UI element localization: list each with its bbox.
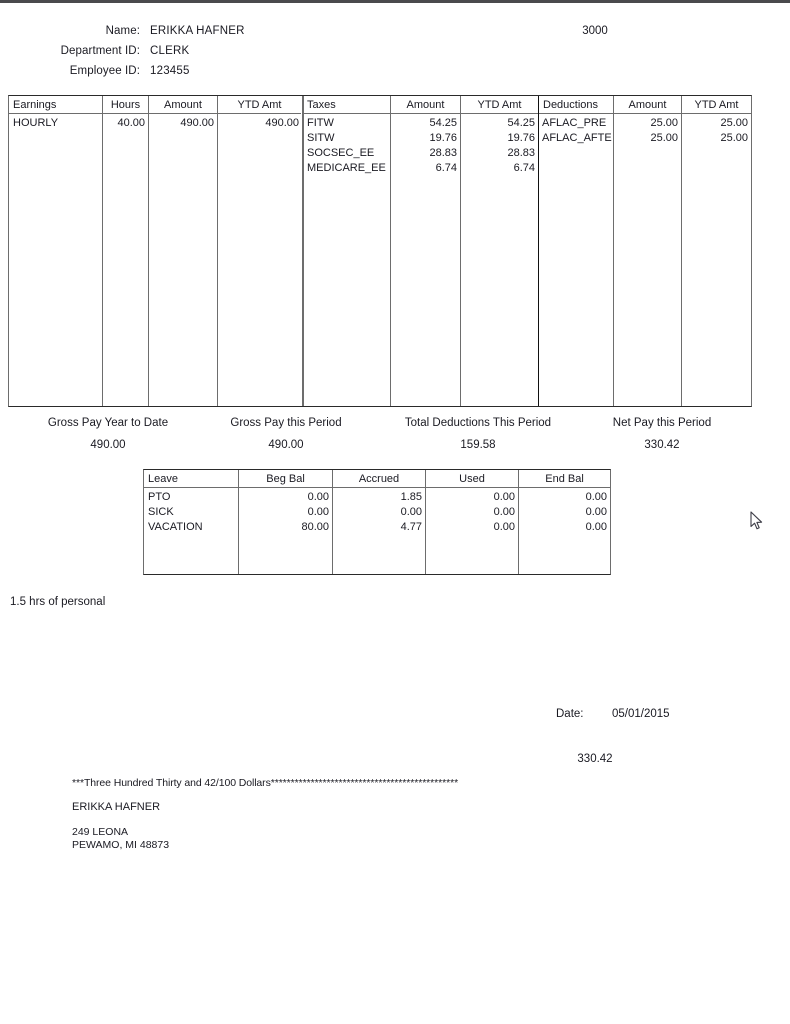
tax-row-ytd: 19.76 <box>507 132 535 144</box>
deduction-row-ytd: 25.00 <box>720 132 748 144</box>
leave-row-name: SICK <box>148 506 174 518</box>
column-divider-earnings-ytd <box>217 96 218 406</box>
leave-row-beg-bal: 0.00 <box>307 491 329 503</box>
earnings-taxes-deductions-table <box>8 95 752 407</box>
leave-row-accrued: 1.85 <box>400 491 422 503</box>
earnings-row-name: HOURLY <box>13 117 59 129</box>
check-payee-address <box>72 826 169 851</box>
section-divider-taxes <box>301 96 304 406</box>
department-id-label: Department ID: <box>60 45 140 57</box>
leave-row-end-bal: 0.00 <box>585 491 607 503</box>
employee-number: 3000 <box>582 25 608 37</box>
deduction-row-amount: 25.00 <box>650 117 678 129</box>
leave-row-used: 0.00 <box>493 506 515 518</box>
pay-totals-strip <box>0 417 790 463</box>
net-pay-period-value: 330.42 <box>644 439 680 451</box>
total-deductions-value: 159.58 <box>460 439 496 451</box>
earnings-row-amount: 490.00 <box>180 117 214 129</box>
name-value: ERIKKA HAFNER <box>150 25 245 37</box>
section-divider-deductions <box>538 96 539 406</box>
tax-row-amount: 54.25 <box>429 117 457 129</box>
column-divider-earnings-amount <box>148 96 149 406</box>
leave-row-end-bal: 0.00 <box>585 521 607 533</box>
identity-row-department-id <box>0 45 790 65</box>
employee-identity-block <box>0 25 790 85</box>
leave-row-beg-bal: 0.00 <box>307 506 329 518</box>
address-line-1: 249 LEONA <box>72 826 129 838</box>
check-amount-in-words: ***Three Hundred Thirty and 42/100 Dollars*********************************************** <box>72 777 459 789</box>
deduction-row-ytd: 25.00 <box>720 117 748 129</box>
tax-row-amount: 6.74 <box>435 162 457 174</box>
department-id-value: CLERK <box>150 45 190 57</box>
address-line-2: PEWAMO, MI 48873 <box>72 838 170 851</box>
mouse-cursor-arrow <box>750 511 764 531</box>
tax-row-amount: 28.83 <box>429 147 457 159</box>
tax-row-ytd: 28.83 <box>507 147 535 159</box>
header-deductions-ytd: YTD Amt <box>694 99 739 111</box>
deduction-row-name: AFLAC_AFTE <box>542 132 612 144</box>
header-taxes-amount: Amount <box>406 99 445 111</box>
deduction-row-name: AFLAC_PRE <box>542 117 607 129</box>
leave-row-accrued: 0.00 <box>400 506 422 518</box>
header-taxes-ytd: YTD Amt <box>477 99 522 111</box>
gross-pay-period-value: 490.00 <box>268 439 304 451</box>
tax-row-amount: 19.76 <box>429 132 457 144</box>
total-deductions-label: Total Deductions This Period <box>404 417 552 429</box>
leave-table-header-rule <box>144 487 610 488</box>
memo-note: 1.5 hrs of personal <box>10 596 106 608</box>
identity-row-name <box>0 25 790 45</box>
column-divider-hours <box>102 96 103 406</box>
identity-row-employee-id <box>0 65 790 85</box>
leave-header-accrued: Accrued <box>358 473 400 485</box>
leave-row-name: PTO <box>148 491 171 503</box>
net-pay-period-label: Net Pay this Period <box>612 417 712 429</box>
header-deductions-amount: Amount <box>628 99 667 111</box>
leave-header-leave: Leave <box>148 473 178 485</box>
header-earnings: Earnings <box>13 99 57 111</box>
employee-id-label: Employee ID: <box>69 65 140 77</box>
employee-id-value: 123455 <box>150 65 190 77</box>
tax-row-name: FITW <box>307 117 334 129</box>
tax-row-name: SOCSEC_EE <box>307 147 375 159</box>
tax-row-ytd: 6.74 <box>513 162 535 174</box>
check-date-value: 05/01/2015 <box>612 708 670 720</box>
table-header-rule <box>9 113 751 114</box>
deduction-row-amount: 25.00 <box>650 132 678 144</box>
leave-row-name: VACATION <box>148 521 203 533</box>
gross-pay-ytd-label: Gross Pay Year to Date <box>47 417 169 429</box>
leave-accrual-table <box>143 469 611 575</box>
leave-row-used: 0.00 <box>493 491 515 503</box>
leave-header-used: Used <box>459 473 485 485</box>
check-date-label: Date: <box>556 708 584 720</box>
earnings-row-ytd: 490.00 <box>265 117 299 129</box>
leave-row-accrued: 4.77 <box>400 521 422 533</box>
tax-row-ytd: 54.25 <box>507 117 535 129</box>
header-earnings-ytd: YTD Amt <box>237 99 282 111</box>
header-deductions: Deductions <box>543 99 599 111</box>
leave-header-beg-bal: Beg Bal <box>266 473 305 485</box>
name-label: Name: <box>105 25 140 37</box>
earnings-row-hours: 40.00 <box>117 117 145 129</box>
gross-pay-period-label: Gross Pay this Period <box>230 417 342 429</box>
payroll-document-page <box>0 3 790 1024</box>
header-hours: Hours <box>110 99 141 111</box>
header-earnings-amount: Amount <box>164 99 202 111</box>
leave-header-end-bal: End Bal <box>545 473 584 485</box>
header-taxes: Taxes <box>307 99 336 111</box>
check-amount-numeric: 330.42 <box>577 753 613 765</box>
tax-row-name: SITW <box>307 132 335 144</box>
leave-row-beg-bal: 80.00 <box>301 521 329 533</box>
check-payee-name: ERIKKA HAFNER <box>72 801 161 813</box>
leave-row-used: 0.00 <box>493 521 515 533</box>
gross-pay-ytd-value: 490.00 <box>90 439 126 451</box>
tax-row-name: MEDICARE_EE <box>307 162 386 174</box>
leave-row-end-bal: 0.00 <box>585 506 607 518</box>
